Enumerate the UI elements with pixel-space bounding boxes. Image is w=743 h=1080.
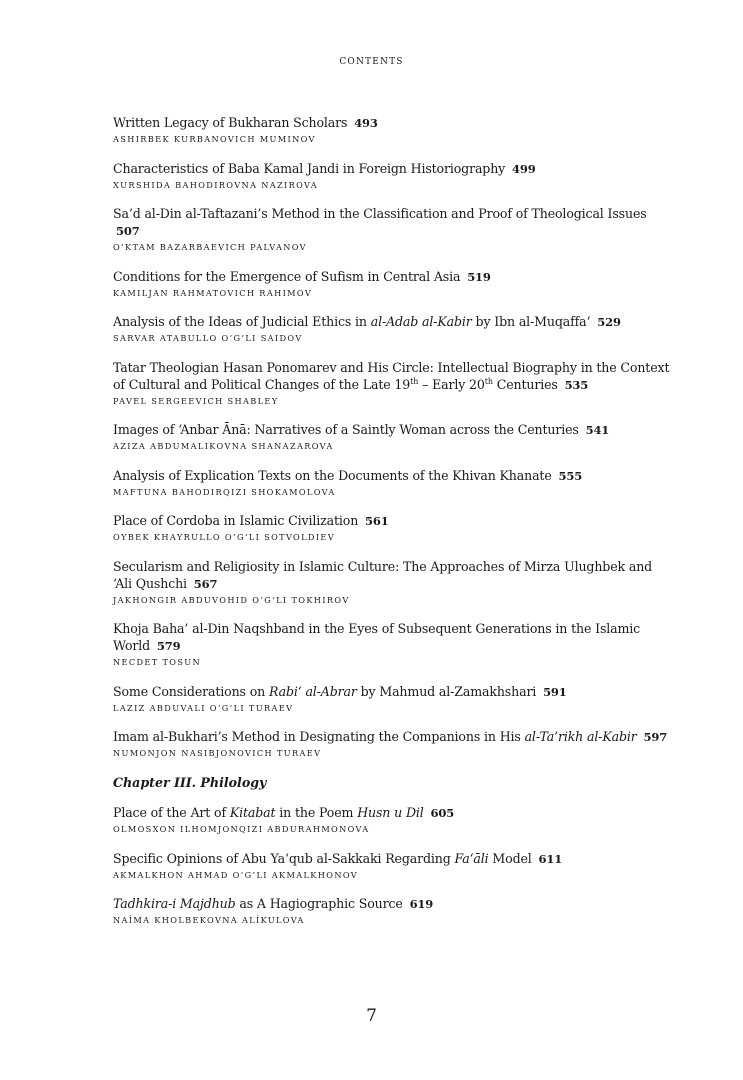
entry-page-number: 597 <box>643 730 668 744</box>
title-part: Specific Opinions of Abu Ya‘qub al-Sakkaki Regarding <box>113 850 455 866</box>
superscript: th <box>410 376 419 386</box>
entry-page-number: 541 <box>585 423 610 437</box>
entry-title <box>113 804 673 822</box>
entry-page-number: 529 <box>597 315 621 329</box>
entry-title <box>113 467 673 485</box>
table-of-contents <box>113 114 673 941</box>
title-part: Centuries <box>492 376 558 392</box>
title-part: Tatar Theologian Hasan Ponomarev and His Circle: Intellectual Biography in the Context of Cultural and Political Changes of the Late 19 <box>113 359 670 392</box>
title-part: Place of the Art of <box>113 805 230 820</box>
entry-page-number: 611 <box>538 851 563 866</box>
entry-title <box>113 558 673 593</box>
entry-page-number: 619 <box>409 897 434 911</box>
entry-page-number: 561 <box>365 514 389 528</box>
toc-entry[interactable] <box>113 359 673 408</box>
toc-entry[interactable] <box>113 160 673 192</box>
entry-page-number: 591 <box>543 684 567 699</box>
title-part: Imam al-Bukhari’s Method in Designating the Companions in His <box>113 729 525 744</box>
italic-title-part: Rabi‘ al-Abrar <box>268 683 357 699</box>
italic-title-part: Kitabat <box>229 805 276 820</box>
entry-title <box>113 114 673 132</box>
entry-page-number: 519 <box>467 269 491 284</box>
entry-page-number: 535 <box>564 377 589 392</box>
toc-entry[interactable] <box>113 114 673 146</box>
entry-page-number: 493 <box>354 116 378 130</box>
entry-title <box>113 268 673 286</box>
toc-entry[interactable] <box>113 850 673 882</box>
entry-author: ASHIRBEK KURBANOVICH MUMINOV <box>113 134 316 144</box>
title-part: Sa’d al-Din al-Taftazani’s Method in the Classification and Proof of Theological Issues <box>113 206 647 221</box>
toc-entry[interactable] <box>113 421 673 453</box>
title-part: Written Legacy of Bukharan Scholars <box>113 115 348 130</box>
title-part: as A Hagiographic Source <box>235 896 403 911</box>
title-part: Secularism and Religiosity in Islamic Culture: The Approaches of Mirza Ulughbek and ‘Ali Qushchi <box>113 558 653 591</box>
toc-entry[interactable] <box>113 683 673 715</box>
entry-title <box>113 728 673 746</box>
toc-entry[interactable] <box>113 512 673 544</box>
entry-author: OLMOSXON ILHOMJONQIZI ABDURAHMONOVA <box>113 824 370 834</box>
entry-title <box>113 683 673 701</box>
toc-entry[interactable] <box>113 804 673 836</box>
toc-entry[interactable] <box>113 467 673 499</box>
toc-entry[interactable] <box>113 558 673 607</box>
entry-title <box>113 359 673 394</box>
italic-title-part: al-Ta’rikh al-Kabir <box>524 729 637 744</box>
title-part: by Mahmud al-Zamakhshari <box>356 683 537 699</box>
title-part: Analysis of the Ideas of Judicial Ethics in <box>113 314 371 329</box>
entry-author: AZIZA ABDUMALIKOVNA SHANAZAROVA <box>113 441 334 451</box>
entry-title <box>113 895 673 913</box>
entry-page-number: 567 <box>193 576 218 591</box>
entry-author: JAKHONGIR ABDUVOHID O’G’LI TOKHIROV <box>113 594 350 605</box>
entry-author: AKMALKHON AHMAD O’G’LI AKMALKHONOV <box>113 869 359 880</box>
entry-author: KAMILJAN RAHMATOVICH RAHIMOV <box>113 287 313 298</box>
entry-page-number: 499 <box>512 161 536 176</box>
entry-author: OYBEK KHAYRULLO O’G’LI SOTVOLDIEV <box>113 532 335 542</box>
superscript: th <box>484 376 493 386</box>
entry-title <box>113 313 673 331</box>
entry-author: LAZIZ ABDUVALI O’G’LI TURAEV <box>113 702 294 713</box>
title-part: Characteristics of Baba Kamal Jandi in Foreign Historiography <box>113 160 506 176</box>
entry-title <box>113 512 673 530</box>
entry-author: SARVAR ATABULLO O’G’LI SAIDOV <box>113 333 303 343</box>
entry-title <box>113 205 673 240</box>
title-part: – Early 20 <box>418 376 485 392</box>
italic-title-part: al-Adab al-Kabir <box>370 314 472 329</box>
entry-page-number: 605 <box>430 806 455 820</box>
entry-page-number: 507 <box>116 224 140 238</box>
title-part: Model <box>488 850 532 866</box>
toc-entry[interactable] <box>113 268 673 300</box>
italic-title-part: Husn u Dil <box>357 805 424 820</box>
title-part: Place of Cordoba in Islamic Civilization <box>113 513 359 528</box>
entry-author: NUMONJON NASIBJONOVICH TURAEV <box>113 748 322 758</box>
page-number: 7 <box>366 1006 377 1026</box>
entry-title <box>113 421 673 439</box>
title-part: in the Poem <box>275 805 358 820</box>
title-part: Khoja Baha’ al-Din Naqshband in the Eyes of Subsequent Generations in the Islamic World <box>113 621 641 653</box>
entry-title <box>113 620 673 655</box>
toc-entry[interactable] <box>113 313 673 345</box>
title-part: Conditions for the Emergence of Sufism in Central Asia <box>113 268 461 284</box>
entry-author: O’KTAM BAZARBAEVICH PALVANOV <box>113 242 307 252</box>
entry-author: XURSHIDA BAHODIROVNA NAZIROVA <box>113 179 319 190</box>
title-part: Images of ‘Anbar Ānā: Narratives of a Saintly Woman across the Centuries <box>113 422 579 437</box>
entry-page-number: 579 <box>156 639 181 653</box>
toc-entry[interactable] <box>113 895 673 927</box>
entry-author: PAVEL SERGEEVICH SHABLEY <box>113 395 279 406</box>
entry-title <box>113 850 673 868</box>
title-part: Analysis of Explication Texts on the Documents of the Khivan Khanate <box>113 467 552 483</box>
entry-author: MAFTUNA BAHODIRQIZI SHOKAMOLOVA <box>113 486 336 497</box>
toc-entry[interactable] <box>113 728 673 760</box>
entry-author: NAİMA KHOLBEKOVNA ALİKULOVA <box>113 915 305 925</box>
italic-title-part: Fa‘āli <box>454 850 489 866</box>
chapter-heading: Chapter III. Philology <box>113 774 267 790</box>
title-part: Some Considerations on <box>113 683 269 699</box>
title-part: by Ibn al-Muqaffa‘ <box>471 314 591 329</box>
entry-author: NECDET TOSUN <box>113 657 202 667</box>
entry-title <box>113 160 673 178</box>
running-head: CONTENTS <box>339 57 404 67</box>
toc-entry[interactable] <box>113 205 673 254</box>
entry-page-number: 555 <box>558 468 583 483</box>
italic-title-part: Tadhkira-i Majdhub <box>113 896 236 911</box>
toc-entry[interactable] <box>113 620 673 669</box>
